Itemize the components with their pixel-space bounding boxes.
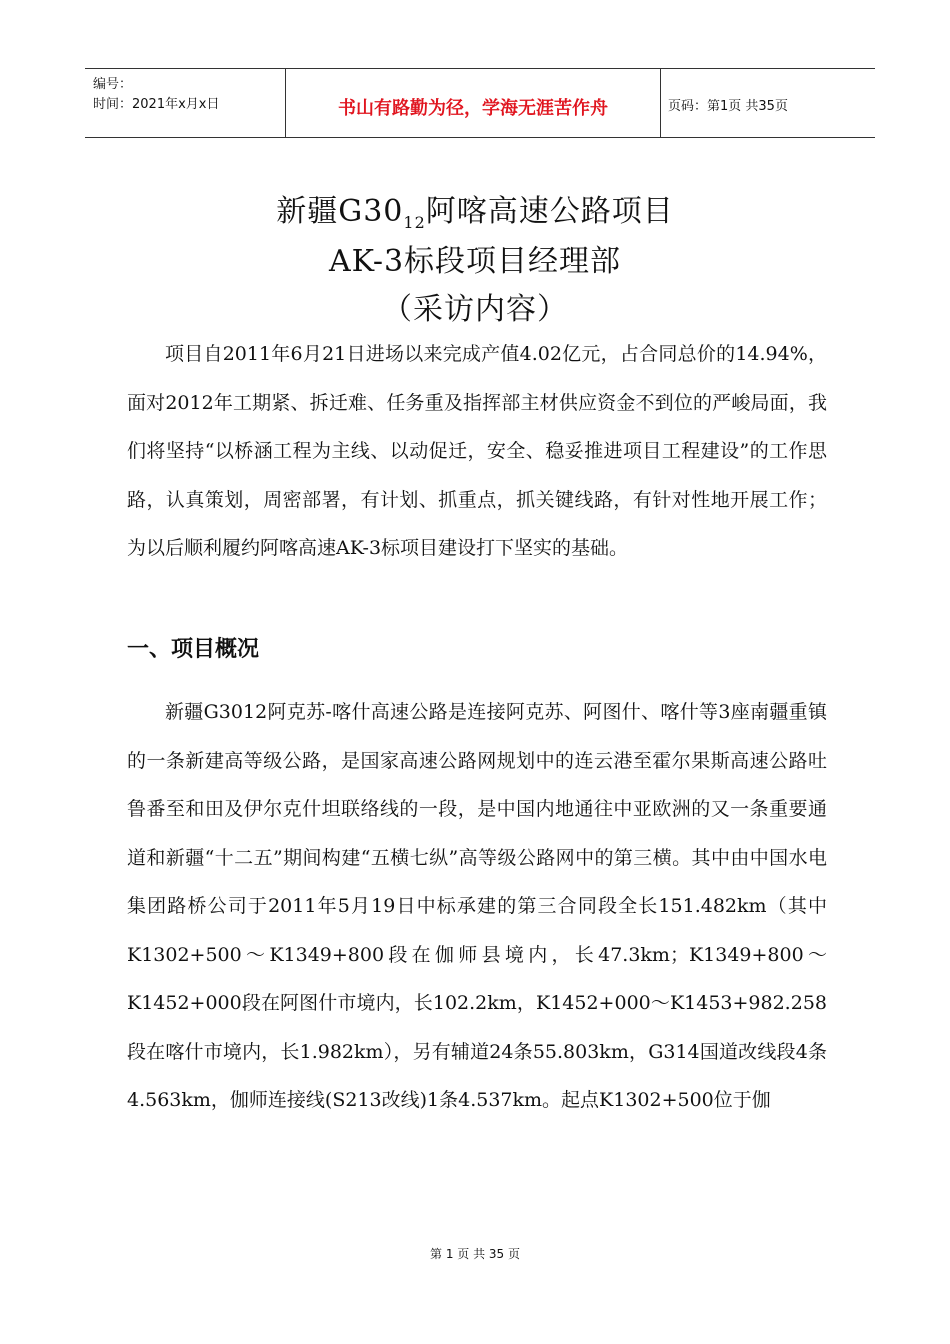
time-label: 时间：2021年x月x日 [93,97,220,112]
number-label: 编号： [93,77,133,92]
title-line-1 [0,186,950,232]
title-line-1-end: 阿喀高速公路项目 [425,194,674,229]
header-page-cell [660,69,875,137]
title-subscript: 12 [403,213,426,232]
page-info: 页码：第1页 共35页 [668,99,788,114]
header-motto-cell [285,69,661,137]
title-line-2: AK-3标段项目经理部 [328,244,622,279]
title-line-3: （采访内容） [382,292,568,327]
motto-text: 书山有路勤为径，学海无涯苦作舟 [338,98,608,119]
document-header [85,68,875,138]
section-heading: 一、项目概况 [127,637,260,662]
page-footer: 第 1 页 共 35 页 [430,1247,520,1261]
header-meta-cell [85,69,285,137]
intro-paragraph: 项目自2011年6月21日进场以来完成产值4.02亿元，占合同总价的14.94%，面对2012年工期紧、拆迁难、任务重及指挥部主材供应资金不到位的严峻局面，我们将坚持“以桥涵工程为主线、以动促迁，安全、稳妥推进项目工程建设”的工作思路，认真策划，周密部署，有计划、抓重点，抓关键线路，有针对性地开展工作；为以后顺利履约阿喀高速AK-3标项目建设打下坚实的基础。 [127,343,827,559]
section-body-paragraph: 新疆G3012阿克苏-喀什高速公路是连接阿克苏、阿图什、喀什等3座南疆重镇的一条新建高等级公路，是国家高速公路网规划中的连云港至霍尔果斯高速公路吐鲁番至和田及伊尔克什坦联络线的一段，是中国内地通往中亚欧洲的又一条重要通道和新疆“十二五”期间构建“五横七纵”高等级公路网中的第三横。其中由中国水电集团路桥公司于2011年5月19日中标承建的第三合同段全长151.482km（其中K1302+500～K1349+800段在伽师县境内，长47.3km；K1349+800～K1452+000段在阿图什市境内，长102.2km，K1452+000～K1453+982.258段在喀什市境内，长1.982km），另有辅道24条55.803km，G314国道改线段4条4.563km，伽师连接线(S213改线)1条4.537km。起点K1302+500位于伽 [127,701,827,1111]
title-line-1-start: 新疆G30 [276,194,404,229]
